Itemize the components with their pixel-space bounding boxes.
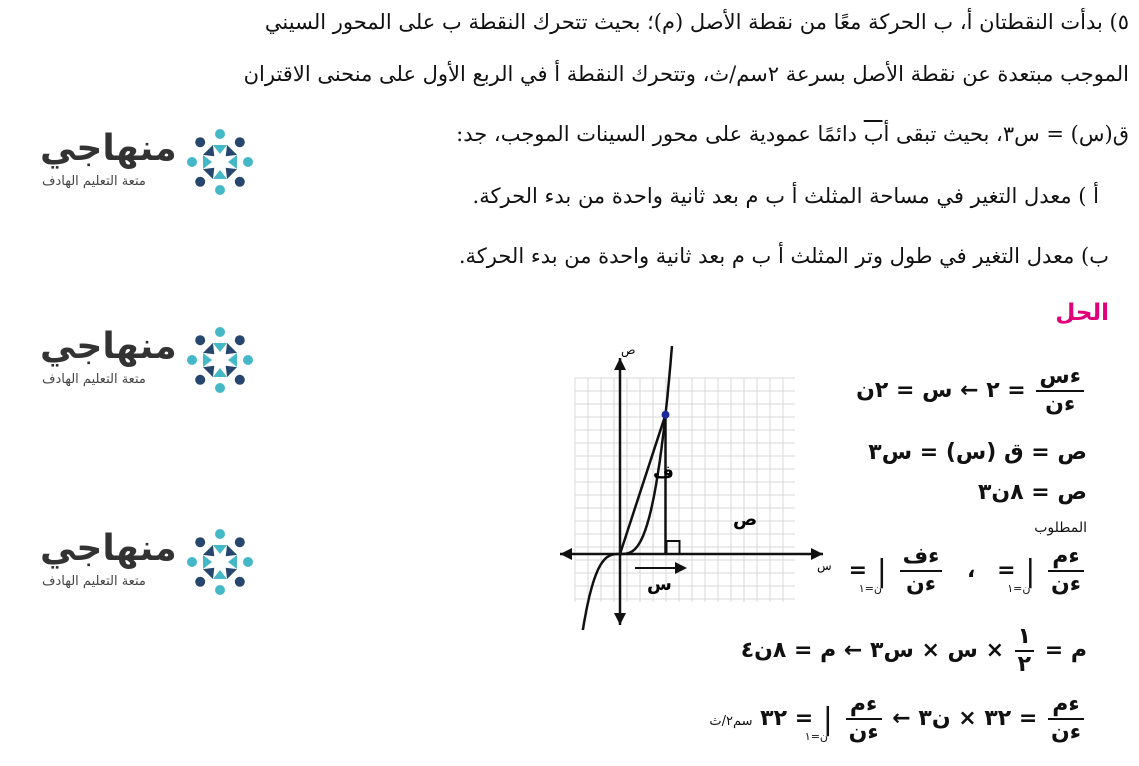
frac-den: ءن <box>905 572 936 597</box>
segment-ab: أب <box>863 122 890 146</box>
manhaji-logo <box>40 320 260 400</box>
part-b: ب) معدل التغير في طول وتر المثلث أ ب م بعد ثانية واحدة من بدء الحركة. <box>458 244 1109 268</box>
base-label: س <box>647 574 672 595</box>
logo-figure-head <box>243 557 253 567</box>
equation-5 <box>741 624 1087 678</box>
frac-num: ءم <box>1048 544 1084 572</box>
logo-figure-head <box>215 327 225 337</box>
problem-line-3 <box>285 122 1129 146</box>
logo-figure-head <box>195 335 205 345</box>
fraction-dm-dn <box>1048 544 1084 598</box>
required-label: المطلوب <box>1034 520 1087 536</box>
evaluation-bar: | ن=١ <box>858 553 887 595</box>
problem-line-3-start: ق(س) = س٣، بحيث تبقى <box>889 122 1129 146</box>
logo-figure-body <box>203 555 212 569</box>
logo-figure-body <box>228 555 237 569</box>
logo-figure-head <box>187 355 197 365</box>
logo-figure-body <box>203 545 214 556</box>
logo-figure-body <box>203 366 214 377</box>
fraction-dm-dn <box>846 692 882 746</box>
frac-num: ءس <box>1036 364 1084 392</box>
separator: ، <box>967 558 976 583</box>
hypotenuse-label: ف <box>653 462 674 483</box>
equation-6-mid: = ٣٢ × ن٣ ← <box>892 706 1038 731</box>
logo-figure-head <box>235 375 245 385</box>
logo-figure-body <box>213 170 227 179</box>
equation-5-lhs: م = <box>1044 638 1087 663</box>
logo-figure-body <box>228 155 237 169</box>
equation-6-result: = ٣٢ <box>760 706 814 731</box>
logo-figure-body <box>228 353 237 367</box>
logo-figure-head <box>235 577 245 587</box>
eval-at: ن=١ <box>804 729 829 743</box>
frac-den: ءن <box>1050 572 1081 597</box>
logo-figure-body <box>203 168 214 179</box>
y-axis-arrow-down <box>614 613 626 625</box>
x-axis-arrow-left <box>560 548 572 560</box>
logo-figure-head <box>187 157 197 167</box>
evaluation-bar: | ن=١ <box>1007 553 1036 595</box>
logo-figure-body <box>203 145 214 156</box>
equation-6 <box>709 692 1087 746</box>
equation-3: ص = ٨ن٣ <box>977 480 1087 505</box>
logo-tagline: متعة التعليم الهادف <box>42 372 146 387</box>
logo-figure-head <box>235 137 245 147</box>
cubic-graph <box>555 340 835 630</box>
logo-name: منهاجي <box>40 326 177 367</box>
logo-figure-body <box>203 353 212 367</box>
manhaji-logo <box>40 522 260 602</box>
equation-1-rest: = ٢ ← س = ٢ن <box>856 378 1026 403</box>
logo-figure-body <box>203 568 214 579</box>
logo-name: منهاجي <box>40 128 177 169</box>
logo-figure-body <box>213 145 227 154</box>
solution-label: الحل <box>1055 300 1109 326</box>
logo-figure-body <box>213 570 227 579</box>
logo-figure-body <box>226 343 237 354</box>
logo-tagline: متعة التعليم الهادف <box>42 174 146 189</box>
eval-at: ن=١ <box>1007 581 1031 595</box>
evaluation-bar: | ن=١ <box>804 701 833 743</box>
fraction-df-dn <box>900 544 943 598</box>
logo-figure-head <box>215 529 225 539</box>
logo-figure-body <box>213 368 227 377</box>
logo-name: منهاجي <box>40 528 177 569</box>
logo-figure-head <box>243 157 253 167</box>
logo-figure-head <box>215 185 225 195</box>
equation-5-rest: × س × س٣ ← م = ٨ن٤ <box>740 638 1004 663</box>
vertical-label: ص <box>733 509 758 530</box>
logo-figure-body <box>213 343 227 352</box>
frac-num: ءم <box>1048 692 1084 720</box>
logo-figure-body <box>203 155 212 169</box>
y-axis-label: ص <box>621 343 636 357</box>
fraction-ds-dn <box>1036 364 1084 418</box>
logo-tagline: متعة التعليم الهادف <box>42 574 146 589</box>
manhaji-logo <box>40 122 260 202</box>
logo-figure-body <box>226 366 237 377</box>
rate-unit: سم٢/ث <box>709 714 753 729</box>
logo-figure-head <box>235 335 245 345</box>
motion-arrow-head <box>675 562 687 574</box>
frac-den: ءن <box>1050 720 1081 745</box>
equation-1 <box>856 364 1087 418</box>
logo-figure-head <box>195 137 205 147</box>
equation-2: ص = ق (س) = س٣ <box>868 440 1087 465</box>
logo-figure-head <box>215 129 225 139</box>
fraction-dm-dn <box>1048 692 1084 746</box>
problem-line-2: الموجب مبتعدة عن نقطة الأصل بسرعة ٢سم/ث، وتتحرك النقطة أ في الربع الأول على منحنى الاقتران <box>243 62 1129 86</box>
part-a: أ ) معدل التغير في مساحة المثلث أ ب م بعد ثانية واحدة من بدء الحركة. <box>472 184 1099 208</box>
logo-emblem-icon <box>180 320 260 400</box>
logo-figure-head <box>215 383 225 393</box>
problem-line-3-end: دائمًا عمودية على محور السينات الموجب، جد: <box>456 122 864 146</box>
y-axis-arrow-up <box>614 358 626 370</box>
logo-figure-head <box>235 537 245 547</box>
logo-figure-head <box>195 577 205 587</box>
point-a <box>662 411 670 419</box>
frac-den: ءن <box>848 720 879 745</box>
fraction-one-half <box>1015 624 1034 678</box>
eval-at: ن=١ <box>858 581 882 595</box>
logo-figure-body <box>213 545 227 554</box>
logo-figure-head <box>187 557 197 567</box>
logo-figure-head <box>195 177 205 187</box>
logo-figure-head <box>243 355 253 365</box>
logo-figure-body <box>226 145 237 156</box>
problem-line-1: ٥) بدأت النقطتان أ، ب الحركة معًا من نقطة الأصل (م)؛ بحيث تتحرك النقطة ب على المحور السيني <box>264 10 1129 34</box>
logo-emblem-icon <box>180 122 260 202</box>
logo-figure-body <box>226 168 237 179</box>
logo-figure-head <box>195 375 205 385</box>
logo-figure-body <box>226 545 237 556</box>
logo-figure-head <box>235 177 245 187</box>
logo-emblem-icon <box>180 522 260 602</box>
logo-figure-head <box>215 585 225 595</box>
logo-figure-body <box>203 343 214 354</box>
frac-num: ءم <box>846 692 882 720</box>
x-axis-label: س <box>817 559 832 573</box>
frac-den: ٢ <box>1017 652 1032 677</box>
equation-4: $\frac{\text{ءم}}{\text{ءن}}$ | ن=١ = ، $\frac{\text{ءف}}{\text{ءن}}$ | ن=١ = <box>849 544 1087 598</box>
frac-den: ءن <box>1045 392 1076 417</box>
frac-num: ءف <box>900 544 943 572</box>
logo-figure-body <box>226 568 237 579</box>
logo-figure-head <box>195 537 205 547</box>
frac-num: ١ <box>1015 624 1034 652</box>
